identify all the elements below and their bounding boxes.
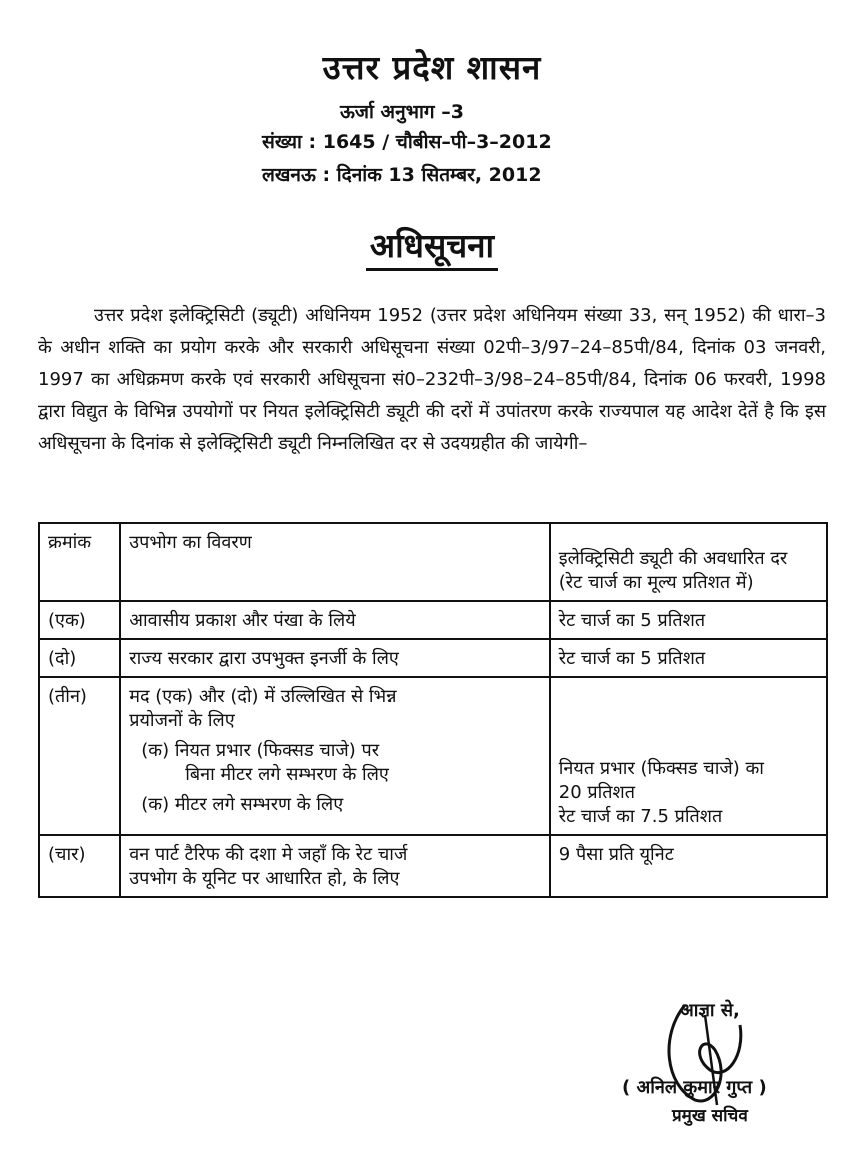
row-rate-line3: रेट चार्ज का 7.5 प्रतिशत <box>558 806 723 827</box>
header-rate <box>550 523 827 601</box>
table-row <box>39 601 827 639</box>
row-rate: रेट चार्ज का 5 प्रतिशत <box>550 639 827 677</box>
row-serial: (चार) <box>39 835 120 897</box>
header-rate-line2: (रेट चार्ज का मूल्य प्रतिशत में) <box>558 572 754 593</box>
reference-number: संख्या : 1645 / चौबीस–पी–3–2012 <box>262 131 552 153</box>
row-rate <box>550 677 827 835</box>
row-serial: (एक) <box>39 601 120 639</box>
table-row <box>39 835 827 897</box>
row-rate-line1: नियत प्रभार (फिक्सड चाजे) का <box>558 758 764 779</box>
row-rate-line2: 20 प्रतिशत <box>558 782 636 803</box>
row-description-line1: वन पार्ट टैरिफ की दशा मे जहाँ कि रेट चार्ज <box>129 844 408 865</box>
header-rate-line1: इलेक्ट्रिसिटी ड्यूटी की अवधारित दर <box>558 548 788 569</box>
table-row <box>39 677 827 835</box>
government-title: उत्तर प्रदेश शासन <box>322 48 542 87</box>
header-serial: क्रमांक <box>39 523 120 601</box>
notification-title <box>0 222 864 267</box>
issue-date: लखनऊ : दिनांक 13 सितम्बर, 2012 <box>262 164 542 186</box>
row-rate: 9 पैसा प्रति यूनिट <box>550 835 827 897</box>
row-description-line2: उपभोग के यूनिट पर आधारित हो, के लिए <box>129 868 400 889</box>
notification-title-text: अधिसूचना <box>366 226 498 271</box>
notification-body: उत्तर प्रदेश इलेक्ट्रिसिटी (ड्यूटी) अधिनियम 1952 (उत्तर प्रदेश अधिनियम संख्या 33, सन् 1952) की धारा–3 के अधीन शक्ति का प्रयोग करके और सरकारी अधिसूचना संख्या 02पी–3/97–24–85पी/84, दिनांक 03 जनवरी, 1997 का अधिक्रमण करके एवं सरकारी अधिसूचना सं0–232पी–3/98–24–85पी/84, दिनांक 06 फरवरी, 1998 द्वारा विद्युत के विभिन्न उपयोगों पर नियत इलेक्ट्रिसिटी ड्यूटी की दरों में उपांतरण करके राज्यपाल यह आदेश देतें है कि इस अधिसूचना के दिनांक से इलेक्ट्रिसिटी ड्यूटी निम्नलिखित दर से उदयग्रहीत की जायेगी– <box>38 305 826 454</box>
row-description: राज्य सरकार द्वारा उपभुक्त इनर्जी के लिए <box>120 639 550 677</box>
signatory-designation: प्रमुख सचिव <box>672 1106 748 1126</box>
row-serial: (तीन) <box>39 677 120 835</box>
sub-item-b: (क) मीटर लगे सम्भरण के लिए <box>141 794 344 815</box>
row-description <box>120 677 550 835</box>
row-rate: रेट चार्ज का 5 प्रतिशत <box>550 601 827 639</box>
row-description <box>120 835 550 897</box>
sub-item-a-line2: बिना मीटर लगे सम्भरण के लिए <box>185 764 389 785</box>
signatory-name: ( अनिल कुमार गुप्त ) <box>622 1077 767 1098</box>
header-description: उपभोग का विवरण <box>120 523 550 601</box>
row-description-line2: प्रयोजनों के लिए <box>129 710 235 731</box>
table-header-row <box>39 523 827 601</box>
table-row <box>39 639 827 677</box>
row-description: आवासीय प्रकाश और पंखा के लिये <box>120 601 550 639</box>
rate-table <box>38 522 828 898</box>
row-serial: (दो) <box>39 639 120 677</box>
signature-label: आज्ञा से, <box>680 1000 740 1021</box>
department-section: ऊर्जा अनुभाग –3 <box>340 101 464 123</box>
row-description-line1: मद (एक) और (दो) में उल्लिखित से भिन्न <box>129 686 397 707</box>
sub-item-a-line1: (क) नियत प्रभार (फिक्सड चाजे) पर <box>141 740 380 761</box>
